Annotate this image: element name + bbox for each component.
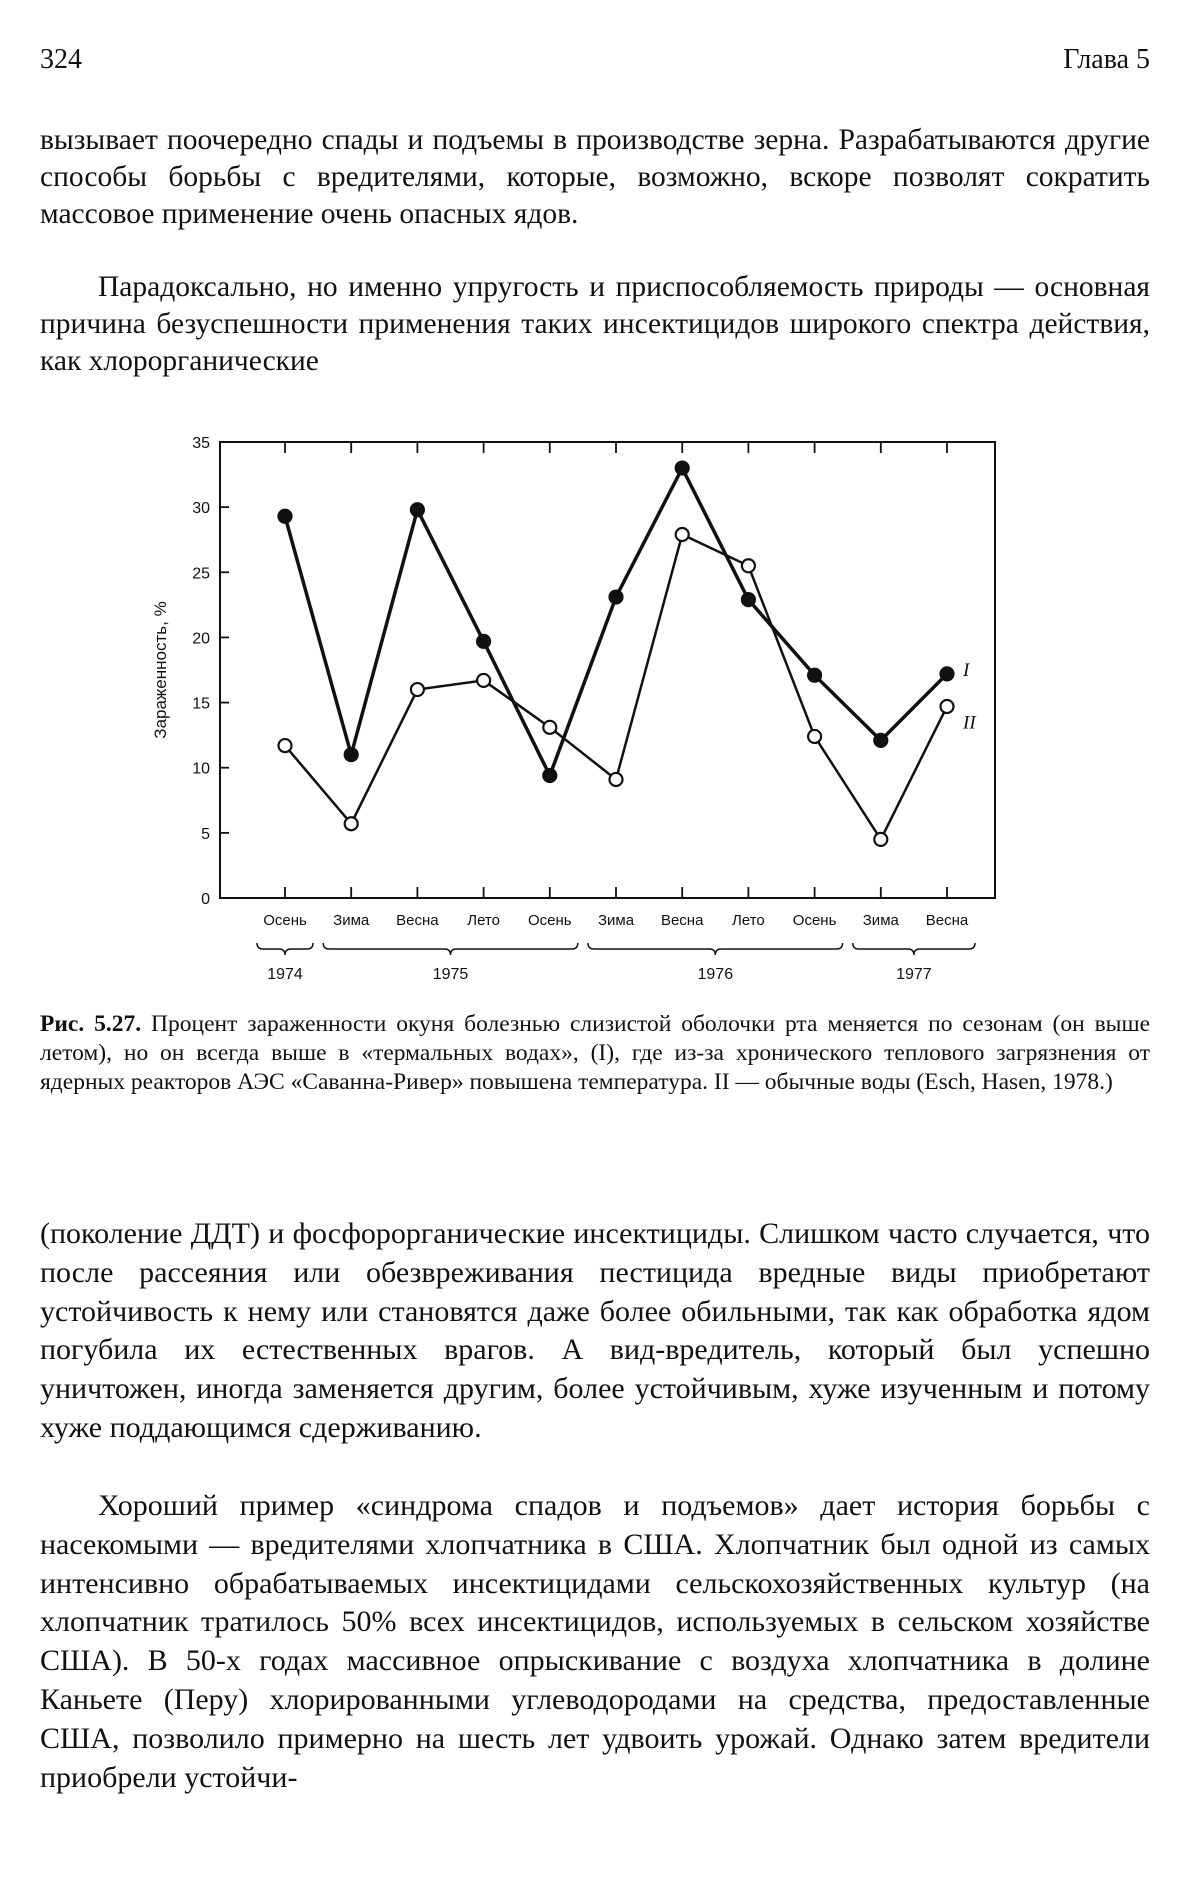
- x-tick-label: Весна: [396, 912, 439, 929]
- y-tick-label: 35: [192, 435, 210, 452]
- series-line-II: [285, 535, 947, 840]
- year-label: 1974: [267, 966, 303, 980]
- year-brace: [257, 943, 313, 955]
- series-label-II: II: [963, 712, 976, 734]
- data-point-I: [742, 593, 755, 606]
- figure-caption-label: Рис. 5.27.: [40, 1011, 142, 1037]
- figure-caption: [40, 1010, 1150, 1097]
- x-tick-label: Осень: [792, 912, 837, 929]
- data-point-II: [477, 674, 490, 687]
- year-brace: [323, 943, 578, 955]
- year-brace: [588, 943, 843, 955]
- data-point-II: [941, 700, 954, 713]
- y-tick-label: 0: [201, 891, 210, 908]
- x-tick-label: Лето: [732, 912, 765, 929]
- data-point-II: [345, 817, 358, 830]
- year-label: 1975: [432, 966, 469, 980]
- data-point-I: [345, 748, 358, 761]
- page-header: [40, 44, 1150, 84]
- data-point-II: [874, 833, 887, 846]
- y-axis-label: Зараженность, %: [151, 601, 170, 739]
- y-tick-label: 25: [192, 565, 210, 583]
- x-tick-label: Осень: [527, 912, 572, 929]
- figure-caption-text: Процент зараженности окуня болезнью слизистой оболочки рта меняется по сезонам (он выше летом), но он всегда выше в «термальных водах», (I), где из-за хронического теплового загрязнения от ядерных реакторов АЭС «Саванна-Ривер» повышена температура. II — обычные воды (Esch, Hasen, 1978.): [40, 1011, 1151, 1095]
- data-point-II: [543, 721, 556, 734]
- series-label-I: I: [963, 659, 970, 681]
- y-tick-label: 20: [192, 630, 210, 648]
- y-tick-label: 30: [192, 500, 210, 518]
- data-point-II: [808, 730, 821, 743]
- x-tick-label: Зима: [862, 912, 899, 929]
- data-point-I: [676, 462, 689, 475]
- data-point-I: [411, 503, 424, 516]
- y-tick-label: 15: [192, 695, 210, 713]
- data-point-II: [411, 683, 424, 696]
- x-tick-label: Осень: [263, 912, 307, 929]
- data-point-I: [543, 769, 556, 782]
- data-point-I: [808, 669, 821, 682]
- series-line-I: [285, 468, 947, 775]
- data-point-II: [610, 773, 623, 786]
- data-point-I: [610, 591, 623, 604]
- x-tick-label: Зима: [597, 912, 635, 929]
- data-point-II: [676, 528, 689, 541]
- paragraph-4: Хороший пример «синдрома спадов и подъемов» дает история борьбы с насекомыми — вредителями хлопчатника в США. Хлопчатник был одной из самых интенсивно обрабатываемых инсектицидами сельскохозяйственных культур (на хлопчатник тратилось 50% всех инсектицидов, используемых в сельском хозяйстве США). В 50-х годах массивное опрыскивание с воздуха хлопчатника в долине Каньете (Перу) хлорированными углеводородами на средства, предоставленные США, позволило примерно на шесть лет удвоить урожай. Однако затем вредители приобрели устойчи-: [40, 1489, 1150, 1794]
- data-point-I: [477, 635, 490, 648]
- paragraph-2: Парадоксально, но именно упругость и приспособляемость природы — основная причина безуспешности применения таких инсектицидов широкого спектра действия, как хлорорганические: [40, 271, 1150, 377]
- x-tick-label: Весна: [660, 912, 704, 929]
- x-tick-label: Зима: [333, 912, 370, 929]
- page-number: 324: [40, 44, 82, 75]
- data-point-II: [742, 559, 755, 572]
- year-label: 1977: [896, 966, 932, 980]
- year-brace: [853, 943, 975, 955]
- paragraph-1: вызывает поочередно спады и подъемы в производстве зерна. Разрабатываются другие способы борьбы с вредителями, которые, возможно, вскоре позволят сократить массовое применение очень опасных ядов.: [40, 124, 1150, 230]
- data-point-II: [279, 739, 292, 752]
- infection-rate-chart: [140, 420, 1020, 980]
- data-point-I: [874, 734, 887, 747]
- x-tick-label: Лето: [467, 912, 500, 929]
- y-tick-label: 5: [201, 825, 210, 843]
- y-tick-label: 10: [192, 760, 210, 778]
- data-point-I: [279, 510, 292, 523]
- plot-frame: [220, 442, 995, 898]
- year-label: 1976: [697, 966, 734, 980]
- data-point-I: [941, 667, 954, 680]
- chapter-title: Глава 5: [1063, 44, 1150, 75]
- x-tick-label: Весна: [925, 912, 969, 929]
- paragraph-3: (поколение ДДТ) и фосфорорганические инсектициды. Слишком часто случается, что после рассеяния или обезвреживания пестицида вредные виды приобретают устойчивость к нему или становятся даже более обильными, так как обработка ядом погубила их естественных врагов. А вид-вредитель, который был успешно уничтожен, иногда заменяется другим, более устойчивым, хуже изученным и потому хуже поддающимся сдерживанию.: [40, 1217, 1150, 1444]
